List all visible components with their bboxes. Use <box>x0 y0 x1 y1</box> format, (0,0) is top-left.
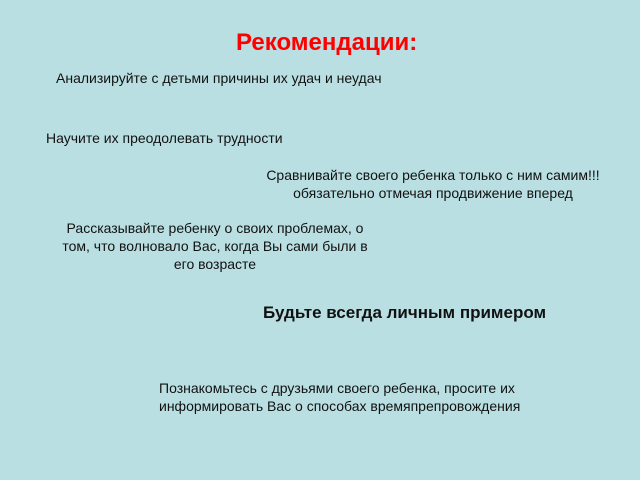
recommendation-tell-line-3: его возрасте <box>173 256 257 272</box>
recommendation-example: Будьте всегда личным примером <box>263 303 547 322</box>
recommendation-compare-line-1: Сравнивайте своего ребенка только с ним самим!!! <box>266 167 600 183</box>
recommendation-friends-line-2: информировать Вас о способах времяпрепровождения <box>159 398 521 414</box>
recommendation-tell-line-2: том, что волновало Вас, когда Вы сами были в <box>62 238 368 254</box>
recommendation-analyze: Анализируйте с детьми причины их удач и неудач <box>56 70 382 86</box>
slide-title: Рекомендации: <box>236 29 418 56</box>
recommendation-compare <box>226 166 640 202</box>
recommendation-tell <box>36 219 394 273</box>
recommendation-friends-line-1: Познакомьтесь с друзьями своего ребенка, просите их <box>159 380 515 396</box>
recommendation-compare-line-2: обязательно отмечая продвижение вперед <box>293 185 573 201</box>
recommendation-friends <box>159 379 520 415</box>
recommendation-tell-line-1: Рассказывайте ребенку о своих проблемах, о <box>66 220 364 236</box>
recommendation-overcome: Научите их преодолевать трудности <box>46 130 283 146</box>
